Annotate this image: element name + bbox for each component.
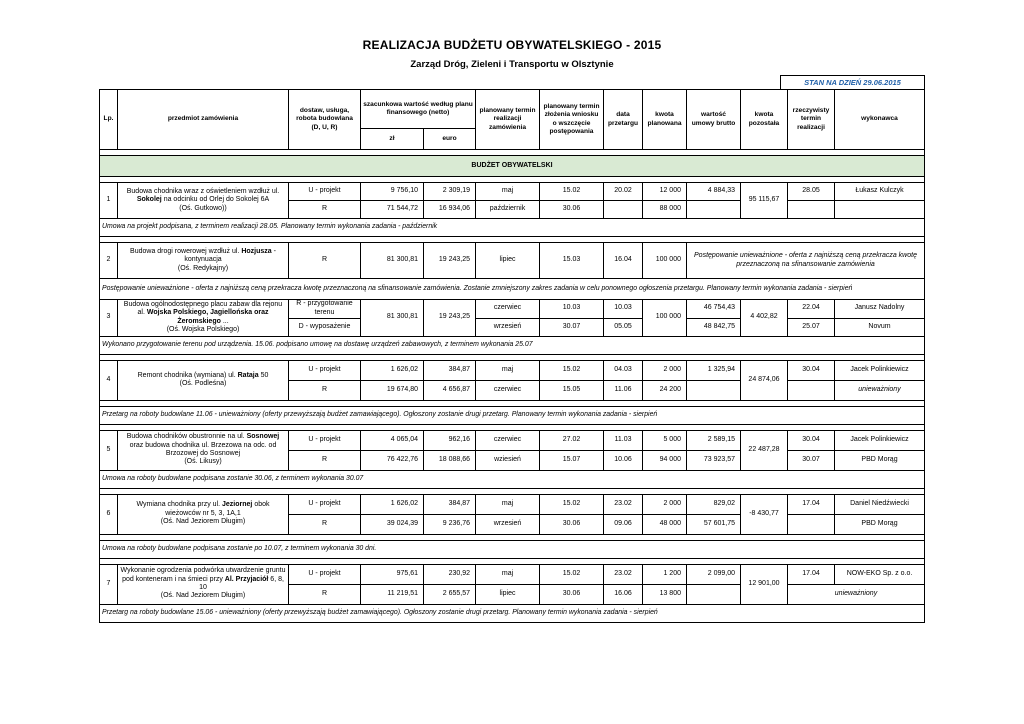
cell-contractor: Łukasz Kulczyk	[835, 183, 925, 201]
cell-zl: 71 544,72	[361, 201, 424, 219]
cell-type: U - projekt	[289, 564, 361, 584]
cell-request: 15.02	[540, 494, 604, 514]
item-note: Postępowanie unieważnione - oferta z najniższą ceną przekracza kwotę przeznaczoną na sfinansowanie zamówienia. Zostanie zmniejszony zakres zadania w celu ponownego ogłoszenia przetargu. Planowany termin wykonania zadania - sierpień	[100, 279, 925, 300]
cell-zl: 19 674,80	[361, 380, 424, 400]
cell-contractor: NOW-EKO Sp. z o.o.	[835, 564, 925, 584]
item-lp: 5	[100, 430, 118, 470]
cell-planned: 100 000	[643, 243, 687, 279]
cell-planned: 2 000	[643, 494, 687, 514]
cell-type: R	[289, 450, 361, 470]
cell-contract: 4 884,33	[687, 183, 741, 201]
cell-status: Postępowanie unieważnione - oferta z najniższą ceną przekracza kwotę przeznaczoną na sfinansowanie zamówienia	[687, 243, 925, 279]
cell-request: 30.06	[540, 584, 604, 604]
cell-contractor: PBD Morąg	[835, 450, 925, 470]
cell-planned: 5 000	[643, 430, 687, 450]
header-contract-value: wartość umowy brutto	[687, 90, 741, 150]
cell-term: lipiec	[476, 243, 540, 279]
cell-tender: 20.02	[604, 183, 643, 201]
item-subject: Budowa chodników obustronnie na ul. Sosnowej oraz budowa chodnika ul. Brzezowa na odc. od Brzozowej do Sosnowej (Oś. Likusy)	[118, 430, 289, 470]
cell-type: U - projekt	[289, 430, 361, 450]
cell-planned: 48 000	[643, 514, 687, 534]
cell-term: maj	[476, 360, 540, 380]
header-planned-amount: kwota planowana	[643, 90, 687, 150]
cell-euro: 962,16	[424, 430, 476, 450]
item-lp: 7	[100, 564, 118, 604]
cell-term: czerwiec	[476, 380, 540, 400]
cell-term: maj	[476, 183, 540, 201]
cell-contract: 2 099,00	[687, 564, 741, 584]
cell-actual: 30.07	[788, 450, 835, 470]
cell-request: 15.02	[540, 564, 604, 584]
cell-tender	[604, 201, 643, 219]
cell-planned: 24 200	[643, 380, 687, 400]
cell-contract: 1 325,94	[687, 360, 741, 380]
cell-contractor: PBD Morąg	[835, 514, 925, 534]
cell-request: 15.05	[540, 380, 604, 400]
cell-contract	[687, 201, 741, 219]
cell-contractor	[835, 201, 925, 219]
cell-term: wziesień	[476, 450, 540, 470]
cell-remaining: 12 901,00	[741, 564, 788, 604]
item-note: Przetarg na roboty budowlane 15.06 - unieważniony (oferty przewyższają budżet zamawiającego). Ogłoszony zostanie drugi przetarg. Planowany termin wykonania zadania - sierpień	[100, 604, 925, 622]
cell-zl: 81 300,81	[361, 300, 424, 337]
cell-euro: 2 655,57	[424, 584, 476, 604]
cell-planned: 100 000	[643, 300, 687, 337]
cell-term: październik	[476, 201, 540, 219]
cell-tender: 23.02	[604, 494, 643, 514]
cell-tender: 10.03	[604, 300, 643, 319]
cell-contract: 73 923,57	[687, 450, 741, 470]
cell-contractor: Jacek Polinkiewicz	[835, 430, 925, 450]
item-note: Wykonano przygotowanie terenu pod urządzenia. 15.06. podpisano umowę na dostawę urządzeń zabawowych, z terminem wykonania 25.07	[100, 336, 925, 354]
cell-request: 15.02	[540, 183, 604, 201]
cell-zl: 975,61	[361, 564, 424, 584]
cell-euro: 230,92	[424, 564, 476, 584]
cell-type: R - przygotowanie terenu	[289, 300, 361, 319]
cell-contract	[687, 380, 741, 400]
header-lp: Lp.	[100, 90, 118, 150]
cell-tender: 10.06	[604, 450, 643, 470]
item-lp: 2	[100, 243, 118, 279]
cell-actual: 17.04	[788, 494, 835, 514]
item-subject: Remont chodnika (wymiana) ul. Rataja 50 (Oś. Podleśna)	[118, 360, 289, 400]
cell-request: 30.06	[540, 514, 604, 534]
item-subject: Budowa drogi rowerowej wzdłuż ul. Hozjusza - kontynuacja (Oś. Redykajny)	[118, 243, 289, 279]
cell-contractor: Jacek Polinkiewicz	[835, 360, 925, 380]
cell-actual	[788, 380, 835, 400]
cell-planned: 88 000	[643, 201, 687, 219]
cell-planned: 13 800	[643, 584, 687, 604]
cell-term: wrzesień	[476, 318, 540, 336]
cell-zl: 1 626,02	[361, 494, 424, 514]
header-planned-term: planowany termin realizacji zamówienia	[476, 90, 540, 150]
header-actual-term: rzeczywisty termin realizacji	[788, 90, 835, 150]
section-header: BUDŻET OBYWATELSKI	[100, 156, 925, 177]
cell-request: 27.02	[540, 430, 604, 450]
cell-request: 10.03	[540, 300, 604, 319]
page-title: REALIZACJA BUDŻETU OBYWATELSKIEGO - 2015	[362, 38, 662, 52]
cell-tender: 16.06	[604, 584, 643, 604]
cell-euro: 384,87	[424, 494, 476, 514]
header-tender-date: data przetargu	[604, 90, 643, 150]
cell-term: czerwiec	[476, 430, 540, 450]
item-subject: Wymiana chodnika przy ul. Jeziornej obok wieżowców nr 5, 3, 1A,1 (Oś. Nad Jeziorem Długim)	[118, 494, 289, 534]
cell-remaining: 4 402,82	[741, 300, 788, 337]
page-subtitle: Zarząd Dróg, Zieleni i Transportu w Olsztynie	[410, 59, 614, 70]
cell-planned: 1 200	[643, 564, 687, 584]
item-subject: Wykonanie ogrodzenia podwórka utwardzenie gruntu pod konteneram i na śmieci przy Al. Przyjaciół 6, 8, 10 (Oś. Nad Jeziorem Długim)	[118, 564, 289, 604]
cell-type: R	[289, 243, 361, 279]
cell-actual: 17.04	[788, 564, 835, 584]
item-lp: 3	[100, 300, 118, 337]
cell-contract: 829,02	[687, 494, 741, 514]
cell-contract: 46 754,43	[687, 300, 741, 319]
cell-planned: 94 000	[643, 450, 687, 470]
budget-table	[99, 89, 925, 623]
header-zl: zł	[361, 129, 424, 150]
cell-actual: 30.04	[788, 430, 835, 450]
cell-type: U - projekt	[289, 494, 361, 514]
cell-euro: 18 088,66	[424, 450, 476, 470]
header-euro: euro	[424, 129, 476, 150]
cell-type: R	[289, 514, 361, 534]
cell-zl: 39 024,39	[361, 514, 424, 534]
cell-request: 15.03	[540, 243, 604, 279]
cell-request: 30.06	[540, 201, 604, 219]
cell-type: R	[289, 380, 361, 400]
cell-actual: 25.07	[788, 318, 835, 336]
cell-term: czerwiec	[476, 300, 540, 319]
cell-actual: 30.04	[788, 360, 835, 380]
status-date: STAN NA DZIEŃ 29.06.2015	[780, 75, 925, 89]
cell-term: maj	[476, 564, 540, 584]
cell-type: U - projekt	[289, 183, 361, 201]
item-note: Umowa na roboty budowlane podpisana zostanie 30.06, z terminem wykonania 30.07	[100, 470, 925, 488]
cell-contract	[687, 584, 741, 604]
cell-euro: 384,87	[424, 360, 476, 380]
cell-euro: 16 934,06	[424, 201, 476, 219]
cell-contractor: unieważniony	[835, 380, 925, 400]
cell-zl: 1 626,02	[361, 360, 424, 380]
cell-contractor: Novum	[835, 318, 925, 336]
cell-planned: 12 000	[643, 183, 687, 201]
cell-tender: 04.03	[604, 360, 643, 380]
header-subject: przedmiot zamówienia	[118, 90, 289, 150]
cell-euro: 4 656,87	[424, 380, 476, 400]
item-subject: Budowa ogólnodostępnego placu zabaw dla rejonu al. Wojska Polskiego, Jagiellońska oraz Żeromskiego ... (Oś. Wojska Polskiego)	[118, 300, 289, 337]
cell-contractor: unieważniony	[788, 584, 925, 604]
cell-term: maj	[476, 494, 540, 514]
cell-remaining: 22 487,28	[741, 430, 788, 470]
cell-contractor: Daniel Niedźwiecki	[835, 494, 925, 514]
cell-tender: 11.03	[604, 430, 643, 450]
cell-euro: 19 243,25	[424, 243, 476, 279]
item-subject: Budowa chodnika wraz z oświetleniem wzdłuż ul. Sokolej na odcinku od Orlej do Sokolej 6A (Oś. Gutkowo))	[118, 183, 289, 219]
cell-actual: 22.04	[788, 300, 835, 319]
header-value: szacunkowa wartość według planu finansowego (netto)	[361, 90, 476, 129]
cell-contract: 2 589,15	[687, 430, 741, 450]
item-note: Umowa na projekt podpisana, z terminem realizacji 28.05. Planowany termin wykonania zadania - październik	[100, 219, 925, 237]
header-type: dostaw, usługa, robota budowlana (D, U, R)	[289, 90, 361, 150]
cell-type: U - projekt	[289, 360, 361, 380]
cell-euro: 19 243,25	[424, 300, 476, 337]
cell-request: 15.07	[540, 450, 604, 470]
cell-zl: 11 219,51	[361, 584, 424, 604]
cell-request: 30.07	[540, 318, 604, 336]
cell-tender: 09.06	[604, 514, 643, 534]
cell-tender: 16.04	[604, 243, 643, 279]
cell-actual: 28.05	[788, 183, 835, 201]
cell-tender: 05.05	[604, 318, 643, 336]
cell-actual	[788, 514, 835, 534]
item-lp: 6	[100, 494, 118, 534]
cell-request: 15.02	[540, 360, 604, 380]
cell-zl: 4 065,04	[361, 430, 424, 450]
cell-tender: 23.02	[604, 564, 643, 584]
item-lp: 4	[100, 360, 118, 400]
cell-contract: 48 842,75	[687, 318, 741, 336]
cell-contractor: Janusz Nadolny	[835, 300, 925, 319]
cell-term: wrzesień	[476, 514, 540, 534]
cell-remaining: 24 874,06	[741, 360, 788, 400]
cell-type: R	[289, 201, 361, 219]
cell-remaining: -8 430,77	[741, 494, 788, 534]
cell-euro: 9 236,76	[424, 514, 476, 534]
item-note: Umowa na roboty budowlane podpisana zostanie po 10.07, z terminem wykonania 30 dni.	[100, 540, 925, 558]
cell-remaining: 95 115,67	[741, 183, 788, 219]
cell-contract: 57 601,75	[687, 514, 741, 534]
cell-zl: 81 300,81	[361, 243, 424, 279]
cell-actual	[788, 201, 835, 219]
item-lp: 1	[100, 183, 118, 219]
cell-term: lipiec	[476, 584, 540, 604]
cell-euro: 2 309,19	[424, 183, 476, 201]
cell-tender: 11.06	[604, 380, 643, 400]
header-request-term: planowany termin złożenia wniosku o wszczęcie postępowania	[540, 90, 604, 150]
cell-type: R	[289, 584, 361, 604]
header-remaining: kwota pozostała	[741, 90, 788, 150]
item-note: Przetarg na roboty budowlane 11.06 - unieważniony (oferty przewyższają budżet zamawiającego). Ogłoszony zostanie drugi przetarg. Planowany termin wykonania zadania - sierpień	[100, 406, 925, 424]
cell-type: D - wyposażenie	[289, 318, 361, 336]
header-contractor: wykonawca	[835, 90, 925, 150]
cell-zl: 76 422,76	[361, 450, 424, 470]
cell-zl: 9 756,10	[361, 183, 424, 201]
cell-planned: 2 000	[643, 360, 687, 380]
